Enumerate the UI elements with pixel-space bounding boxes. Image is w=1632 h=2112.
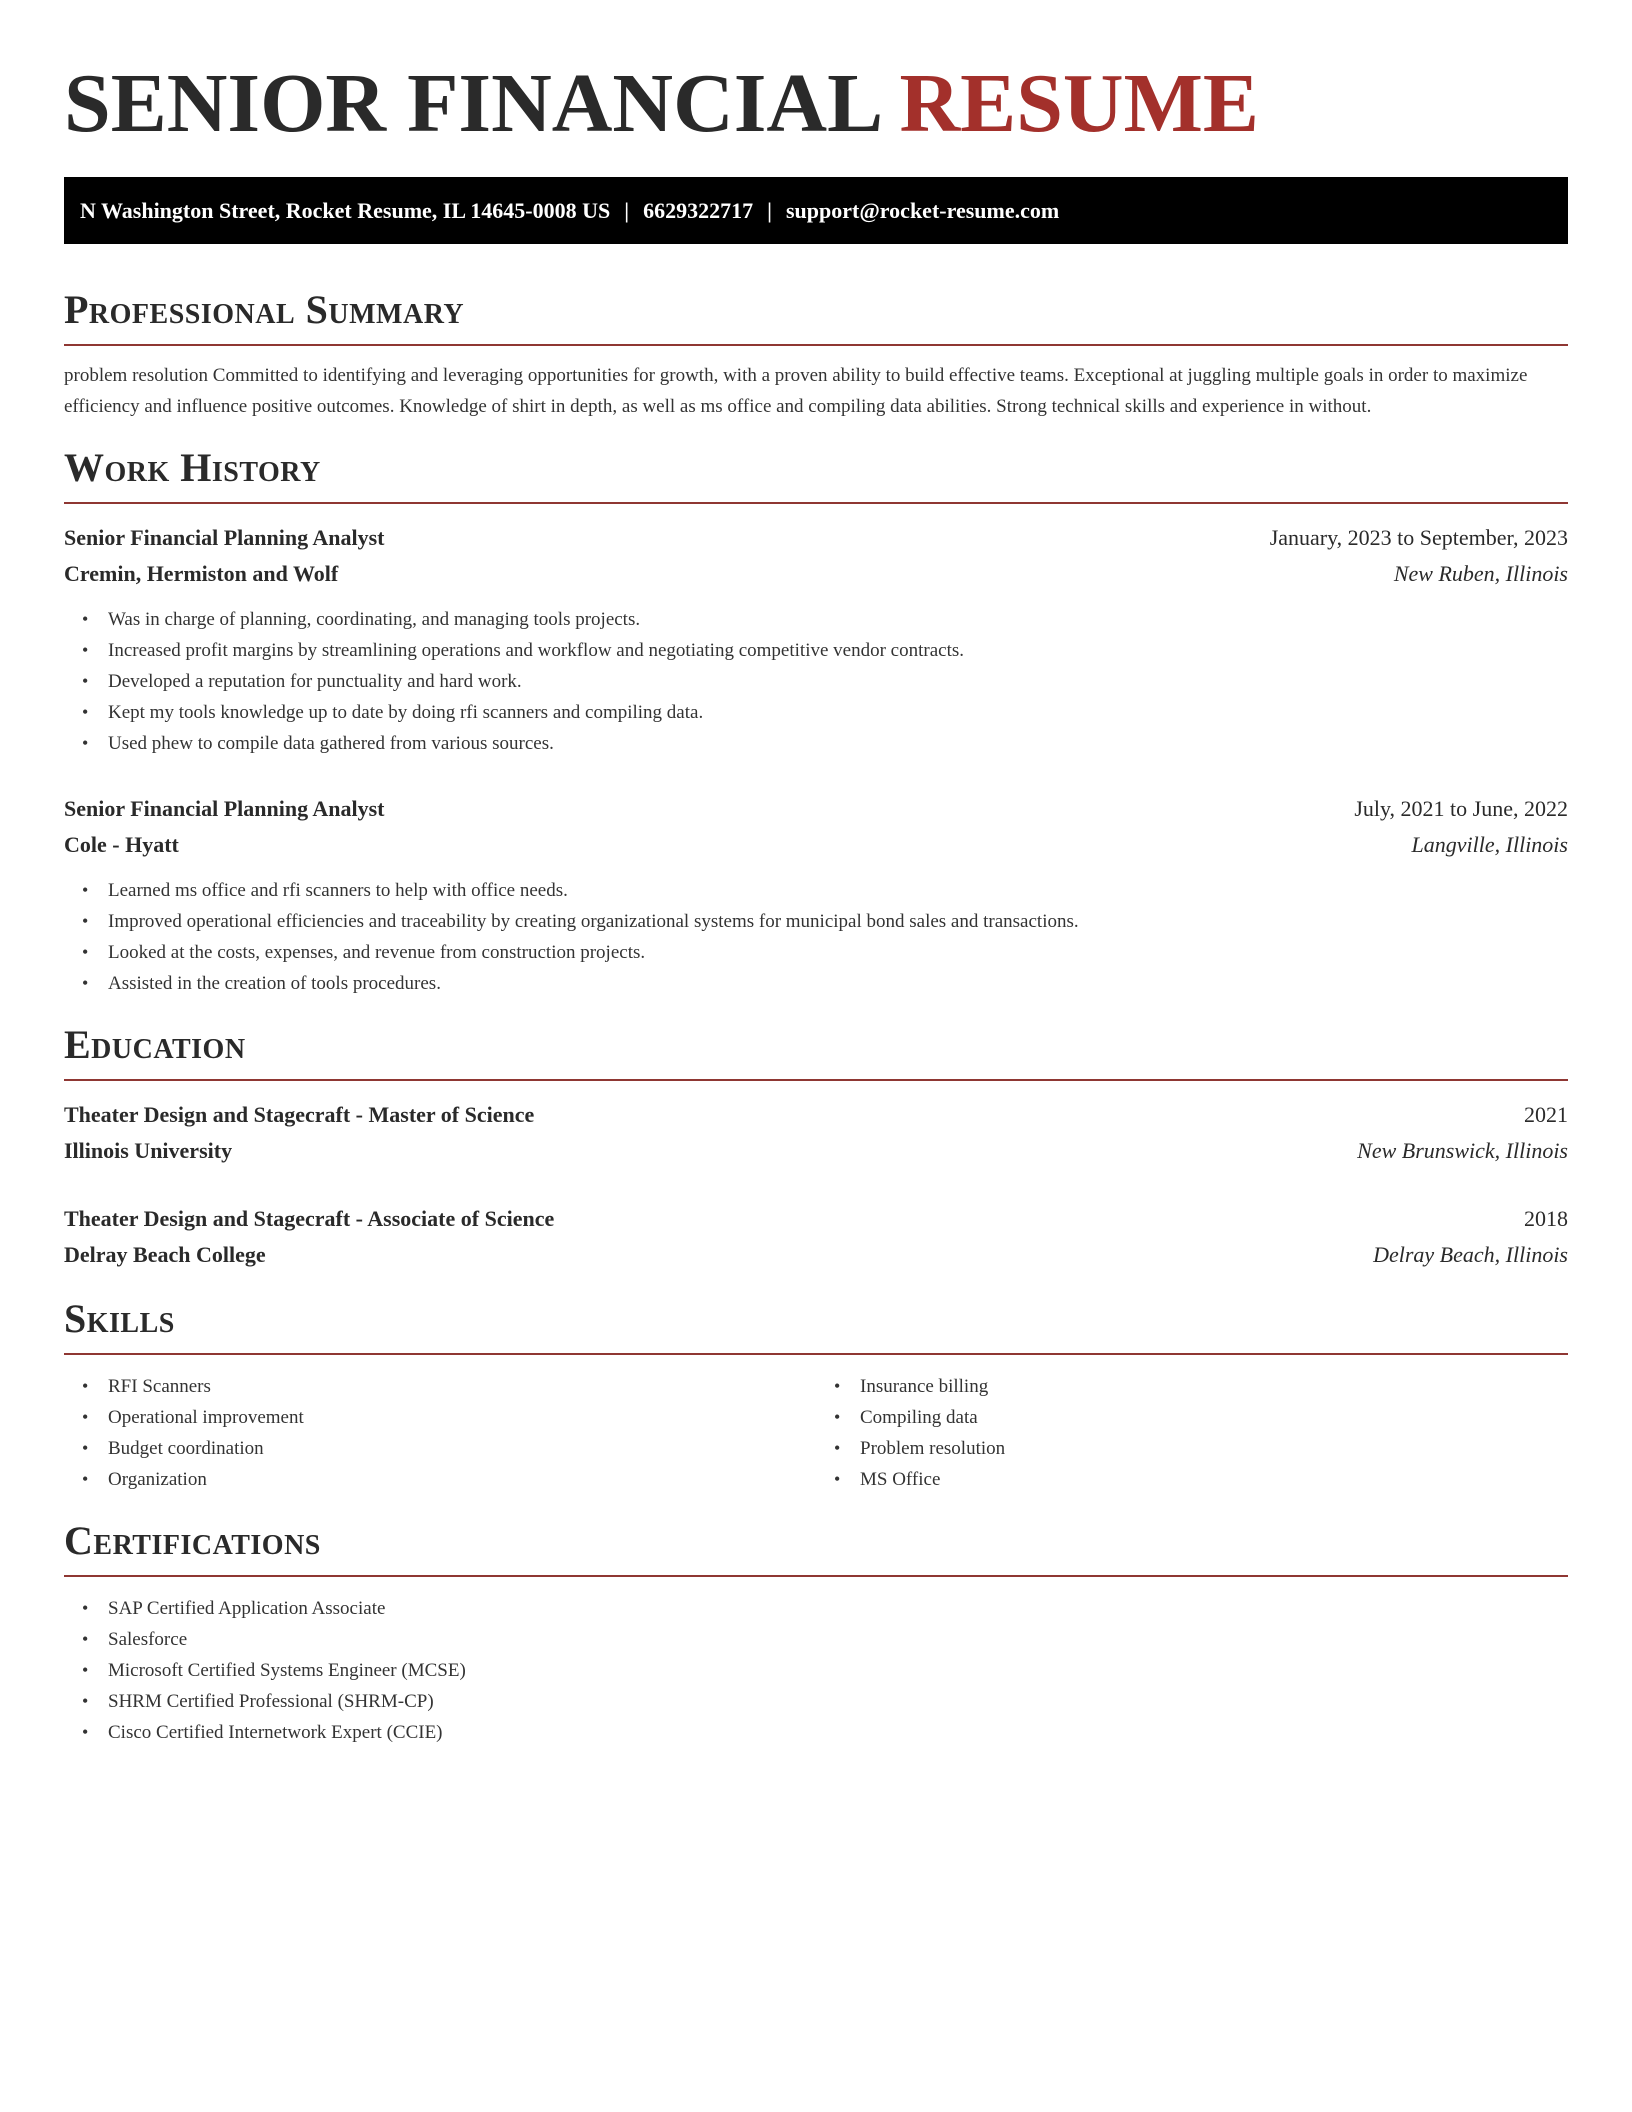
work-divider <box>64 502 1568 504</box>
education-school: Delray Beach College <box>64 1242 266 1267</box>
certification-item: • SAP Certified Application Associate <box>108 1593 1568 1624</box>
job-company-row <box>64 827 1568 863</box>
job-location: New Ruben, Illinois <box>1393 561 1568 586</box>
job-title: Senior Financial Planning Analyst <box>64 525 385 550</box>
skill-item: • RFI Scanners <box>108 1371 816 1402</box>
education-school-row <box>64 1133 1568 1169</box>
resume-title <box>64 58 1568 150</box>
list-item: • Assisted in the creation of tools procedures. <box>108 968 1568 999</box>
job-company-row <box>64 556 1568 592</box>
job-title: Senior Financial Planning Analyst <box>64 796 385 821</box>
education-degree: Theater Design and Stagecraft - Associate of Science <box>64 1206 555 1231</box>
skills-column-right <box>816 1371 1568 1495</box>
contact-separator: | <box>767 198 772 223</box>
skill-item: • Operational improvement <box>108 1402 816 1433</box>
job-dates: July, 2021 to June, 2022 <box>1354 796 1568 821</box>
list-item: • Looked at the costs, expenses, and revenue from construction projects. <box>108 937 1568 968</box>
contact-separator: | <box>624 198 630 223</box>
job-location: Langville, Illinois <box>1411 832 1568 857</box>
title-main: SENIOR FINANCIAL <box>64 57 879 150</box>
summary-heading: Professional Summary <box>64 287 465 332</box>
job-entry <box>64 791 1568 999</box>
skill-item: • Budget coordination <box>108 1433 816 1464</box>
contact-phone: 6629322717 <box>643 198 754 223</box>
job-entry <box>64 520 1568 759</box>
education-entry <box>64 1097 1568 1169</box>
education-degree: Theater Design and Stagecraft - Master of Science <box>64 1102 535 1127</box>
list-item: • Developed a reputation for punctuality and hard work. <box>108 666 1568 697</box>
skill-item: • Problem resolution <box>860 1433 1568 1464</box>
skill-item: • MS Office <box>860 1464 1568 1495</box>
list-item: • Kept my tools knowledge up to date by doing rfi scanners and compiling data. <box>108 697 1568 728</box>
education-header-row <box>64 1097 1568 1133</box>
skills-column-left <box>64 1371 816 1495</box>
list-item: • Was in charge of planning, coordinating, and managing tools projects. <box>108 604 1568 635</box>
job-company: Cole - Hyatt <box>64 832 179 857</box>
skills-divider <box>64 1353 1568 1355</box>
job-bullets <box>64 875 1568 999</box>
education-divider <box>64 1079 1568 1081</box>
resume-page <box>64 0 1568 1748</box>
certifications-heading: Certifications <box>64 1518 321 1563</box>
job-header-row <box>64 791 1568 827</box>
contact-email[interactable]: support@rocket-resume.com <box>785 198 1060 223</box>
job-header-row <box>64 520 1568 556</box>
job-dates: January, 2023 to September, 2023 <box>1269 525 1568 550</box>
contact-address: N Washington Street, Rocket Resume, IL 14645-0008 US <box>80 198 611 223</box>
contact-bar <box>64 177 1568 244</box>
education-header-row <box>64 1201 1568 1237</box>
skill-item: • Compiling data <box>860 1402 1568 1433</box>
education-school: Illinois University <box>64 1138 233 1163</box>
list-item: • Increased profit margins by streamlining operations and workflow and negotiating competitive vendor contracts. <box>108 635 1568 666</box>
education-entry <box>64 1201 1568 1273</box>
certification-item: • SHRM Certified Professional (SHRM-CP) <box>108 1686 1568 1717</box>
list-item: • Learned ms office and rfi scanners to help with office needs. <box>108 875 1568 906</box>
skills-heading: Skills <box>64 1296 175 1341</box>
skills-list <box>64 1371 1568 1495</box>
list-item: • Used phew to compile data gathered from various sources. <box>108 728 1568 759</box>
education-school-row <box>64 1237 1568 1273</box>
job-bullets <box>64 604 1568 759</box>
certifications-list <box>64 1593 1568 1748</box>
skill-item: • Organization <box>108 1464 816 1495</box>
education-heading: Education <box>64 1022 246 1067</box>
summary-divider <box>64 344 1568 346</box>
education-location: Delray Beach, Illinois <box>1373 1242 1568 1267</box>
list-item: • Improved operational efficiencies and traceability by creating organizational systems for municipal bond sales and transactions. <box>108 906 1568 937</box>
education-location: New Brunswick, Illinois <box>1357 1138 1568 1163</box>
title-accent: RESUME <box>899 57 1259 150</box>
certification-item: • Cisco Certified Internetwork Expert (CCIE) <box>108 1717 1568 1748</box>
certification-item: • Salesforce <box>108 1624 1568 1655</box>
certification-item: • Microsoft Certified Systems Engineer (MCSE) <box>108 1655 1568 1686</box>
skill-item: • Insurance billing <box>860 1371 1568 1402</box>
education-year: 2021 <box>1524 1102 1568 1127</box>
education-year: 2018 <box>1524 1206 1568 1231</box>
job-company: Cremin, Hermiston and Wolf <box>64 561 339 586</box>
certifications-divider <box>64 1575 1568 1577</box>
work-heading: Work History <box>64 445 321 490</box>
summary-text: problem resolution Committed to identifying and leveraging opportunities for growth, with a proven ability to build effective teams. Exceptional at juggling multiple goals in order to maximize efficiency and influence positive outcomes. Knowledge of shirt in depth, as well as ms office and compiling data abilities. Strong technical skills and experience in without. <box>64 365 1528 417</box>
